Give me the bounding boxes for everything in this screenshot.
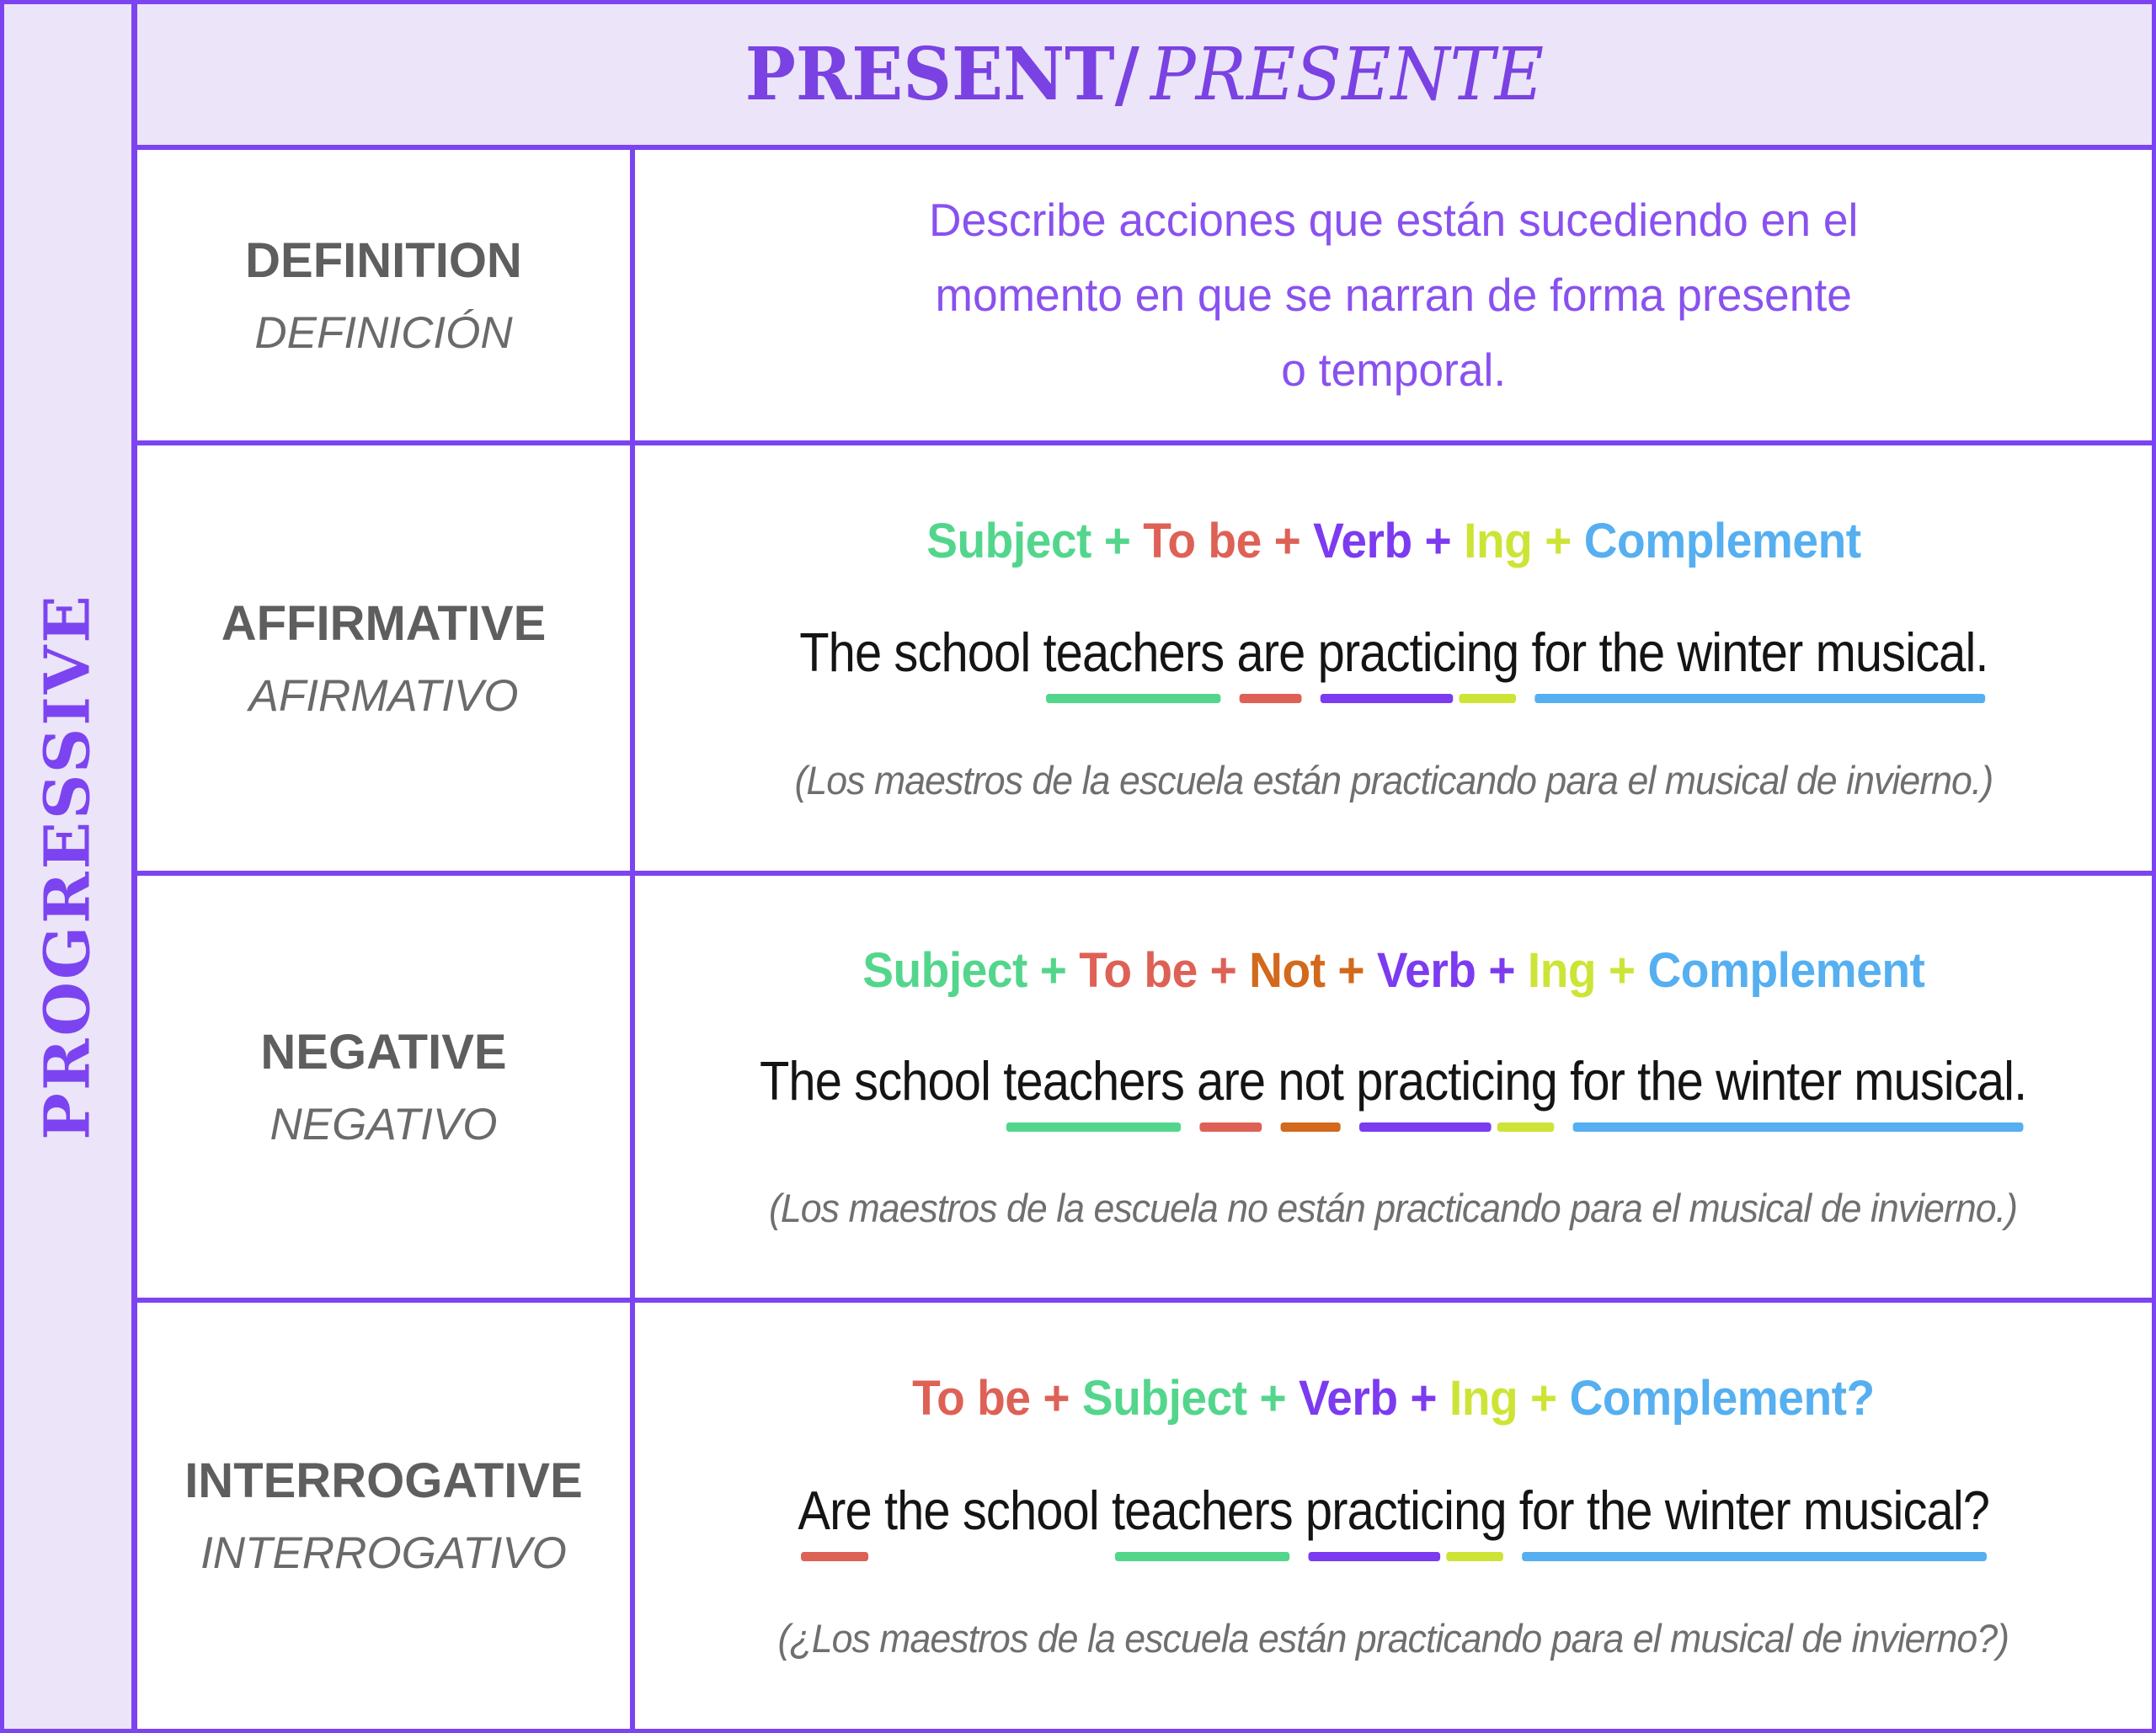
- sentence-segment-tobe: are: [1236, 621, 1305, 683]
- negative-label: NEGATIVE: [260, 1024, 507, 1080]
- interrogative-label: INTERROGATIVE: [184, 1453, 583, 1508]
- sentence-segment-verb: practic: [1305, 1479, 1444, 1541]
- sentence-segment: The school: [760, 1050, 1004, 1112]
- title-spanish: PRESENTE: [1150, 33, 1545, 117]
- sentence-segment-subject: teachers: [1111, 1479, 1293, 1541]
- plus-sign: +: [1039, 943, 1067, 998]
- interrogative-sublabel: INTERROGATIVO: [200, 1528, 567, 1578]
- negative-example-wrap: [681, 1050, 2105, 1130]
- progressive-vertical-label: PROGRESSIVE: [31, 593, 104, 1140]
- sentence-segment: [1184, 1050, 1197, 1112]
- page-title: [745, 32, 1544, 117]
- affirmative-formula: [926, 513, 1860, 569]
- formula-part: Subject: [862, 943, 1027, 998]
- sentence-segment-not: not: [1278, 1050, 1344, 1112]
- negative-example-sentence: [760, 1050, 2027, 1112]
- definition-line: momento en que se narran de forma presente: [935, 268, 1852, 321]
- affirmative-example-wrap: [726, 621, 2062, 701]
- row-affirmative-content-cell: [635, 445, 2152, 871]
- plus-sign: +: [1544, 514, 1572, 568]
- sentence-segment-ing: ing: [1455, 621, 1518, 683]
- affirmative-label: AFFIRMATIVE: [221, 595, 547, 651]
- sentence-segment: the school: [871, 1479, 1112, 1541]
- interrogative-formula: [912, 1370, 1875, 1426]
- sentence-segment-ing: ing: [1443, 1479, 1507, 1541]
- plus-sign: +: [1259, 1371, 1287, 1426]
- sentence-segment: [1305, 621, 1317, 683]
- formula-part: Ing: [1463, 514, 1532, 568]
- formula-part: Complement: [1583, 514, 1861, 568]
- sentence-segment: [1506, 1480, 1518, 1541]
- formula-part: Complement: [1647, 943, 1925, 998]
- definition-line: o temporal.: [1281, 344, 1506, 397]
- formula-part: To be: [1078, 943, 1198, 998]
- plus-sign: +: [1530, 1371, 1557, 1426]
- formula-part: Ing: [1527, 943, 1596, 998]
- formula-part: Subject: [1082, 1371, 1247, 1426]
- negative-translation: (Los maestros de la escuela no están practicando para el musical de invierno.): [769, 1186, 2018, 1230]
- formula-part: Complement?: [1569, 1371, 1875, 1426]
- plus-sign: +: [1103, 514, 1131, 568]
- plus-sign: +: [1273, 514, 1300, 568]
- sentence-segment-complement: for the winter musical.: [1570, 1050, 2027, 1112]
- sentence-segment-subject: teachers: [1043, 621, 1224, 683]
- plus-sign: +: [1488, 943, 1515, 998]
- affirmative-example-sentence: [798, 621, 1988, 683]
- sentence-segment: The school: [798, 621, 1043, 683]
- sentence-segment-verb: practic: [1356, 1050, 1495, 1112]
- formula-part: Subject: [926, 514, 1091, 568]
- plus-sign: +: [1043, 1371, 1070, 1426]
- sentence-segment-complement: for the winter musical.: [1531, 621, 1988, 683]
- sentence-segment-tobe: Are: [798, 1479, 872, 1541]
- row-negative-label-cell: [137, 876, 630, 1298]
- row-negative-content-cell: [635, 876, 2152, 1298]
- negative-formula: [862, 942, 1924, 999]
- formula-part: Not: [1248, 943, 1326, 998]
- row-definition-label-cell: [137, 150, 630, 440]
- definition-sublabel: DEFINICIÓN: [254, 307, 513, 358]
- sentence-segment-complement: for the winter musical?: [1518, 1479, 1989, 1541]
- formula-part: Ing: [1449, 1371, 1518, 1426]
- interrogative-example-sentence: [798, 1479, 1989, 1541]
- formula-part: To be: [912, 1371, 1031, 1426]
- formula-part: Verb: [1376, 943, 1476, 998]
- affirmative-sublabel: AFIRMATIVO: [248, 670, 519, 721]
- sentence-segment-tobe: are: [1197, 1050, 1266, 1112]
- plus-sign: +: [1337, 943, 1364, 998]
- formula-part: Verb: [1299, 1371, 1398, 1426]
- row-interrogative-label-cell: [137, 1303, 630, 1729]
- grammar-table-grid: [137, 4, 2152, 1729]
- formula-part: Verb: [1312, 514, 1412, 568]
- definition-text: [915, 183, 1872, 408]
- sentence-segment: [1265, 1050, 1278, 1112]
- plus-sign: +: [1424, 514, 1451, 568]
- plus-sign: +: [1209, 943, 1236, 998]
- row-interrogative-content-cell: [635, 1303, 2152, 1729]
- sentence-segment: [1292, 1480, 1305, 1541]
- sentence-segment: [1557, 1050, 1570, 1112]
- formula-part: To be: [1142, 514, 1262, 568]
- present-header: [137, 4, 2152, 145]
- interrogative-translation: (¿Los maestros de la escuela están practicando para el musical de invierno?): [777, 1615, 2009, 1661]
- definition-label: DEFINITION: [245, 232, 522, 288]
- interrogative-example-wrap: [724, 1479, 2063, 1560]
- row-definition-content-cell: [635, 150, 2152, 440]
- sentence-segment-ing: ing: [1494, 1050, 1558, 1112]
- negative-sublabel: NEGATIVO: [270, 1099, 498, 1149]
- sentence-segment: [1224, 621, 1236, 683]
- sentence-segment-verb: practic: [1317, 621, 1456, 683]
- definition-line: Describe acciones que están sucediendo en el: [928, 193, 1859, 246]
- plus-sign: +: [1410, 1371, 1438, 1426]
- progressive-side-strip: [4, 4, 137, 1729]
- title-english: PRESENT/: [744, 32, 1139, 117]
- plus-sign: +: [1608, 943, 1636, 998]
- affirmative-translation: (Los maestros de la escuela están practicando para el musical de invierno.): [794, 758, 1993, 803]
- sentence-segment: [1518, 621, 1531, 683]
- sentence-segment-subject: teachers: [1003, 1050, 1185, 1112]
- sentence-segment: [1343, 1050, 1356, 1112]
- row-affirmative-label-cell: [137, 445, 630, 871]
